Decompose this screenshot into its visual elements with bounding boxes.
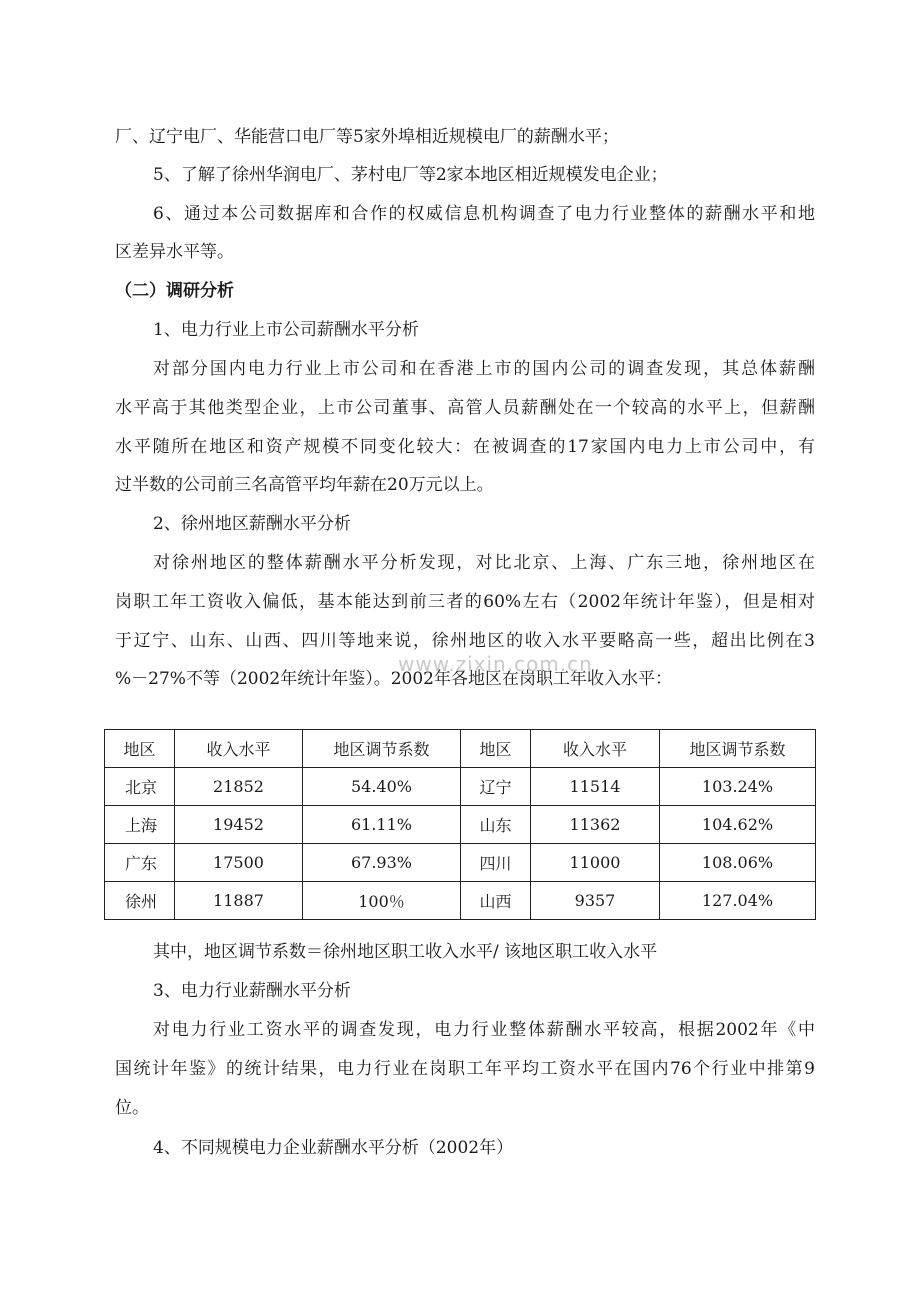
table-cell: 127.04% — [660, 882, 816, 920]
section-heading: （二）调研分析 — [115, 281, 234, 301]
table-header: 地区调节系数 — [660, 730, 816, 768]
table-cell: 17500 — [175, 844, 303, 882]
table-cell: 辽宁 — [461, 768, 531, 806]
table-cell: 103.24% — [660, 768, 816, 806]
table-header: 地区 — [461, 730, 531, 768]
table-cell: 19452 — [175, 806, 303, 844]
table-cell: 104.62% — [660, 806, 816, 844]
table-note: 其中，地区调节系数＝徐州地区职工收入水平/ 该地区职工收入水平 — [153, 942, 658, 962]
paragraph-line: 5、了解了徐州华润电厂、茅村电厂等2家本地区相近规模发电企业； — [153, 165, 668, 185]
table-cell: 上海 — [105, 806, 175, 844]
paragraph-line: 对徐州地区的整体薪酬水平分析发现，对比北京、上海、广东三地，徐州地区在 — [153, 553, 815, 573]
table-cell: 四川 — [461, 844, 531, 882]
table-header: 收入水平 — [175, 730, 303, 768]
table-header-row — [105, 730, 816, 768]
subsection-title: 2、徐州地区薪酬水平分析 — [153, 514, 351, 534]
paragraph-line: 区差异水平等。 — [115, 242, 234, 262]
table-header: 收入水平 — [531, 730, 660, 768]
paragraph-line: 6、通过本公司数据库和合作的权威信息机构调查了电力行业整体的薪酬水平和地 — [153, 204, 815, 224]
paragraph-line: 岗职工年工资收入偏低，基本能达到前三者的60%左右（2002年统计年鉴），但是相对 — [115, 592, 815, 612]
paragraph-line: 国统计年鉴》的统计结果，电力行业在岗职工年平均工资水平在国内76个行业中排第9 — [115, 1059, 815, 1079]
table-cell: 山东 — [461, 806, 531, 844]
income-table — [104, 729, 816, 920]
table-cell: 11514 — [531, 768, 660, 806]
table-cell: 11362 — [531, 806, 660, 844]
table-cell: 广东 — [105, 844, 175, 882]
table-row — [105, 882, 816, 920]
table-cell: 100％ — [303, 882, 461, 920]
paragraph-line: 位。 — [115, 1098, 149, 1118]
subsection-title: 4、不同规模电力企业薪酬水平分析（2002年） — [153, 1138, 514, 1158]
table-cell: 61.11% — [303, 806, 461, 844]
table-cell: 11000 — [531, 844, 660, 882]
watermark: www.zixin.com.cn — [398, 652, 593, 676]
paragraph-line: 对电力行业工资水平的调查发现，电力行业整体薪酬水平较高，根据2002年《中 — [153, 1020, 815, 1040]
table-cell: 54.40% — [303, 768, 461, 806]
table-cell: 67.93% — [303, 844, 461, 882]
subsection-title: 3、电力行业薪酬水平分析 — [153, 981, 351, 1001]
paragraph-line: 水平高于其他类型企业，上市公司董事、高管人员薪酬处在一个较高的水平上，但薪酬 — [115, 398, 815, 418]
table-cell: 山西 — [461, 882, 531, 920]
table-header: 地区 — [105, 730, 175, 768]
paragraph-line: 对部分国内电力行业上市公司和在香港上市的国内公司的调查发现，其总体薪酬 — [153, 359, 815, 379]
paragraph-line: 水平随所在地区和资产规模不同变化较大：在被调查的17家国内电力上市公司中，有 — [115, 437, 815, 457]
table-cell: 108.06% — [660, 844, 816, 882]
table-row — [105, 806, 816, 844]
paragraph-line: %－27%不等（2002年统计年鉴）。2002年各地区在岗职工年收入水平： — [115, 669, 672, 689]
table-header: 地区调节系数 — [303, 730, 461, 768]
table-row — [105, 844, 816, 882]
table-cell: 北京 — [105, 768, 175, 806]
table-cell: 9357 — [531, 882, 660, 920]
paragraph-line: 于辽宁、山东、山西、四川等地来说，徐州地区的收入水平要略高一些，超出比例在3 — [115, 631, 815, 651]
table-cell: 11887 — [175, 882, 303, 920]
table-cell: 21852 — [175, 768, 303, 806]
paragraph-line: 过半数的公司前三名高管平均年薪在20万元以上。 — [115, 475, 494, 495]
paragraph-line: 厂、辽宁电厂、华能营口电厂等5家外埠相近规模电厂的薪酬水平； — [115, 127, 619, 147]
subsection-title: 1、电力行业上市公司薪酬水平分析 — [153, 320, 419, 340]
table-row — [105, 768, 816, 806]
table-cell: 徐州 — [105, 882, 175, 920]
